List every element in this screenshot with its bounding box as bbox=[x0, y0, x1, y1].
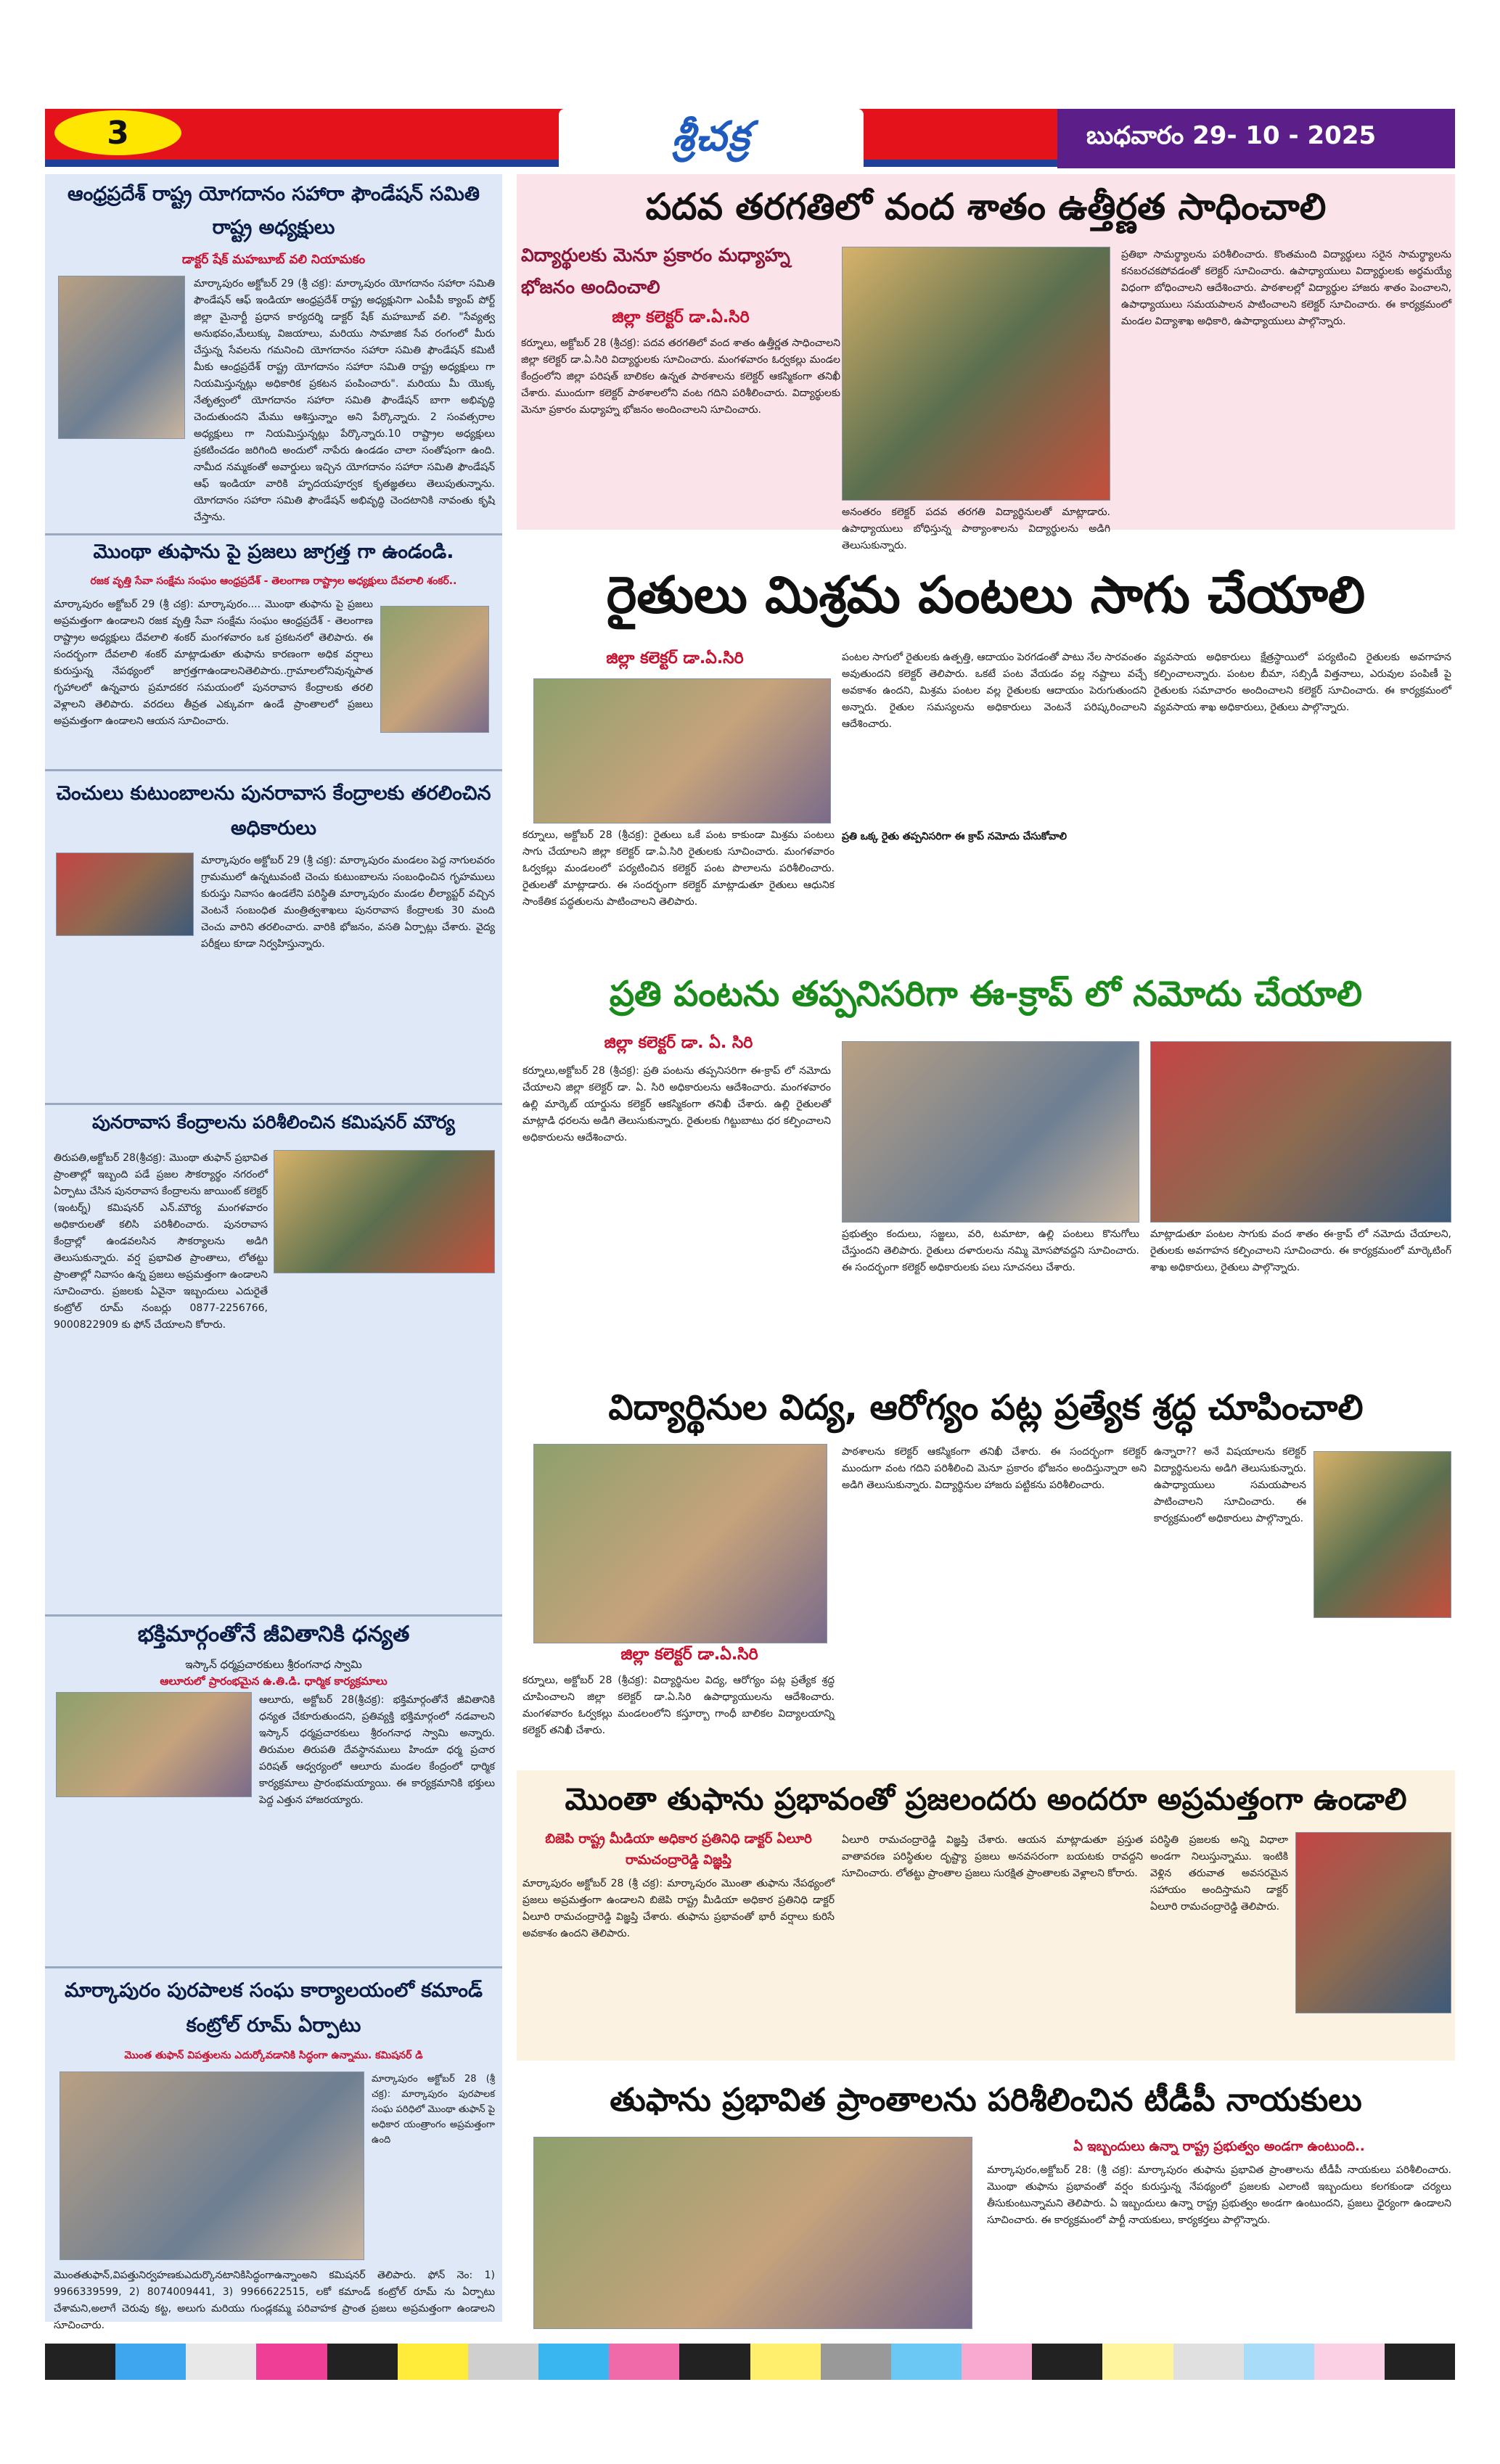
article-title: మార్కాపురం పురపాలక సంఘ కార్యాలయంలో కమాండ్ కంట్రోల్ రూమ్ ఏర్పాటు bbox=[65, 1979, 483, 2037]
article-body: మాట్లాడుతూ పంటల సాగుకు వంద శాతం ఈ-క్రాప్ లో నమోదు చేయాలని, రైతులకు అవగాహన కల్పించాలని సూచించారు. ఈ కార్యక్రమంలో మార్కెటింగ్ శాఖ అధికారులు, రైతులు పాల్గొన్నారు. bbox=[1150, 1228, 1451, 1273]
article-body: ఆలూరు, అక్టోబర్ 28(శ్రీచక్ర): భక్తిమార్గంతోనే జీవితానికి ధన్యత చేకూరుతుందని, ప్రతివ్యక్తి భక్తిమార్గంలో నడవాలని ఇస్కాన్ ధర్మప్రచారకులు శ్రీరంగనాధ స్వామి అన్నారు. తిరుమల తిరుపతి దేవస్థానములు హిందూ ధర్మ ప్రచార పరిషత్ ఆధ్వర్యంలో ఆలూరు మండల కేంద్రంలో ధార్మిక కార్యక్రమాలు ప్రారంభమయ్యాయి. ఈ కార్యక్రమానికి భక్తులు పెద్ద ఎత్తున హాజరయ్యారు. bbox=[259, 1694, 495, 1806]
article-body: కర్నూలు, అక్టోబర్ 28 (శ్రీచక్ర): విద్యార్థినుల విద్య, ఆరోగ్యం పట్ల ప్రత్యేక శ్రద్ధ చూపించాలని జిల్లా కలెక్టర్ డా.ఏ.సిరి ఉపాధ్యాయులను ఆదేశించారు. మంగళవారం ఓర్వకల్లు మండలంలోని కస్తూర్బా గాంధీ బాలికల విద్యాలయాన్ని కలెక్టర్ తనిఖీ చేశారు. bbox=[522, 1675, 835, 1736]
article-title: తుఫాను ప్రభావిత ప్రాంతాలను పరిశీలించిన టీడీపీ నాయకులు bbox=[610, 2082, 1362, 2119]
news-photo bbox=[1313, 1451, 1451, 1618]
article-body: మార్కాపురం,అక్టోబర్ 28: (శ్రీ చక్ర): మార్కాపురం తుఫాను ప్రభావిత ప్రాంతాలను టీడీపీ నాయకులు పరిశీలించారు. మొంథా తుఫాను ప్రభావంతో వర్షం కురుస్తున్న నేపథ్యంలో ప్రజలకు ఎలాంటి ఇబ్బందులు కలగకుండా చర్యలు తీసుకుంటున్నామని తెలిపారు. ఏ ఇబ్బందులు ఉన్నా రాష్ట్ర ప్రభుత్వం అండగా ఉంటుందని, ప్రజలు ధైర్యంగా ఉండాలని సూచించారు. ఈ కార్యక్రమంలో పార్టీ నాయకులు, కార్యకర్తలు పాల్గొన్నారు. bbox=[987, 2164, 1451, 2226]
article-body: ప్రతిభా సామర్థ్యాలను పరిశీలించారు. కొంతమంది విద్యార్థులు సరైన సామర్థ్యాలను కనబరచకపోవడంతో కలెక్టర్ సూచించారు. ఉపాధ్యాయులు విద్యార్థులకు అర్థమయ్యే విధంగా బోధించాలని ఆదేశించారు. పాఠశాలల్లో విద్యార్థుల హాజరు శాతం పెంచాలని, ఉపాధ్యాయులు సమయపాలన పాటించాలని కలెక్టర్ సూచించారు. ఈ కార్యక్రమంలో మండల విద్యాశాఖ అధికారి, ఉపాధ్యాయులు పాల్గొన్నారు. bbox=[1121, 249, 1451, 327]
news-photo bbox=[56, 853, 194, 936]
section-divider bbox=[45, 1103, 502, 1105]
portrait-photo bbox=[58, 276, 185, 439]
article-title: ఆంధ్రప్రదేశ్ రాష్ట్ర యోగదానం సహారా ఫౌండేషన్ సమితి రాష్ట్ర అధ్యక్షులు bbox=[67, 183, 480, 239]
article-title: విద్యార్థినుల విద్య, ఆరోగ్యం పట్ల ప్రత్యేక శ్రద్ధ చూపించాలి bbox=[608, 1387, 1364, 1428]
article-body: మొంతతుఫాన్,విపత్తునిర్వహణకుఎదుర్కొనటానికిసిద్ధంగాఉన్నాంఅని కమిషనర్ తెలిపారు. ఫోన్ నెం: 1) 9966339599, 2) 8074009441, 3) 9966622515, లకో కమాండ్ కంట్రోల్ రూమ్ ను ఏర్పాటు చేశామని,అలాగే చెరువు కట్ట, అలుగు మరియు గుండ్లకమ్మ పరివాహక ప్రాంత ప్రజలు అప్రమత్తంగా ఉండాలని సూచించారు. bbox=[54, 2270, 495, 2331]
article-body: వ్యవసాయ అధికారులు క్షేత్రస్థాయిలో పర్యటించి రైతులకు అవగాహన కల్పించాలన్నారు. పంటల బీమా, సబ్సిడీ విత్తనాలు, ఎరువుల పంపిణీ పై రైతులకు సమాచారం అందించాలని కలెక్టర్ సూచించారు. ఈ కార్యక్రమంలో వ్యవసాయ శాఖ అధికారులు, రైతులు పాల్గొన్నారు. bbox=[1154, 652, 1451, 713]
article-body: మార్కాపురం అక్టోబర్ 29 (శ్రీ చక్ర): మార్కాపురం.... మొంథా తుఫాను పై ప్రజలు అప్రమత్తంగా ఉండాలని రజక వృత్తి సేవా సంక్షేమ సంఘం ఆంధ్రప్రదేశ్ - తెలంగాణ రాష్ట్రాల అధ్యక్షులు దేవలాలి శంకర్ మంగళవారం ఒక ప్రకటనలో తెలిపారు. ఈ సందర్భంగా దేవలాలి శంకర్ మాట్లాడుతూ తుఫాను కారణంగా అధిక వర్షాలు కురుస్తున్న నేపథ్యంలో జాగ్రత్తగాఉండాలనితెలిపారు..గ్రామాలలోనివున్నపాత గృహాలలో ఉన్నవారు ప్రమాదకర సమయంలో పునరావాస కేంద్రాలకు తరలి వెళ్లాలని తెలిపారు. వరదలు తీవ్రత ఎక్కువగా ఉండే ప్రాంతాలలో ప్రజలు అప్రమత్తంగా ఉండాలని ఆయన సూచించారు. bbox=[54, 599, 373, 727]
official-photo bbox=[60, 2071, 364, 2260]
news-photo bbox=[1150, 1041, 1451, 1223]
article-body: కర్నూలు, అక్టోబర్ 28 (శ్రీచక్ర): పదవ తరగతిలో వంద శాతం ఉత్తీర్ణత సాధించాలని జిల్లా కలెక్టర్ డా.ఏ.సిరి విద్యార్థులకు సూచించారు. మంగళవారం ఓర్వకల్లు మండల కేంద్రంలోని జిల్లా పరిషత్ బాలికల ఉన్నత పాఠశాలను కలెక్టర్ ఆకస్మికంగా తనిఖీ చేశారు. ముందుగా కలెక్టర్ పాఠశాలలోని వంట గదిని పరిశీలించారు. విద్యార్థులకు మెనూ ప్రకారం మధ్యాహ్న భోజనం అందించాలని సూచించారు. bbox=[521, 337, 840, 416]
section-divider bbox=[45, 1614, 502, 1617]
section-divider bbox=[45, 533, 502, 535]
article-byline: జిల్లా కలెక్టర్ డా. ఏ. సిరి bbox=[604, 1034, 753, 1052]
article-byline: జిల్లా కలెక్టర్ డా.ఏ.సిరి bbox=[612, 308, 750, 327]
article-body: పంటల సాగులో రైతులకు ఉత్పత్తి, ఆదాయం పెరగడంతో పాటు నేల సారవంతం అవుతుందని కలెక్టర్ తెలిపారు. ఒకటే పంట వేయడం వల్ల నష్టాలు వచ్చే అవకాశం ఉందని, మిశ్రమ పంటల వల్ల రైతులకు ఆదాయం పెరుగుతుందని అన్నారు. రైతుల సమస్యలను అధికారులు వెంటనే పరిష్కరించాలని ఆదేశించారు. bbox=[842, 652, 1147, 730]
article-subtitle: రజక వృత్తి సేవా సంక్షేమ సంఘం ఆంధ్రప్రదేశ్ - తెలంగాణ రాష్ట్రాల అధ్యక్షులు దేవలాలి శంకర్.. bbox=[90, 575, 457, 587]
newspaper-logo bbox=[559, 109, 864, 174]
header-bar bbox=[45, 109, 1057, 160]
news-photo bbox=[533, 678, 831, 824]
article-body-continued bbox=[54, 1277, 495, 1582]
news-photo bbox=[56, 1692, 252, 1797]
article-byline: జిల్లా కలెక్టర్ డా.ఏ.సిరి bbox=[606, 649, 744, 668]
article-body: మార్కాపురం అక్టోబర్ 28 (శ్రీ చక్ర): మార్కాపురం మొంతా తుఫాను నేపథ్యంలో ప్రజలు అప్రమత్తంగా ఉండాలని బిజెపి రాష్ట్ర మీడియా అధికార ప్రతినిధి డాక్టర్ ఏలూరి రామచంద్రారెడ్డి విజ్ఞప్తి చేశారు. తుఫాను ప్రభావంతో భారీ వర్షాలు కురిసే అవకాశం ఉందని తెలిపారు. bbox=[522, 1878, 835, 1939]
article-title: చెంచులు కుటుంబాలను పునరావాస కేంద్రాలకు తరలించిన అధికారులు bbox=[56, 782, 491, 839]
article-body: ప్రభుత్వం కందులు, సజ్జలు, వరి, టమాటా, ఉల్లి పంటలు కొనుగోలు చేస్తుందని తెలిపారు. రైతులు దళారులను నమ్మి మోసపోవద్దని సూచించారు. ఈ సందర్భంగా కలెక్టర్ అధికారులకు పలు సూచనలు చేశారు. bbox=[842, 1228, 1139, 1273]
portrait-photo bbox=[380, 606, 489, 733]
article-highlight: ప్రతి ఒక్క రైతు తప్పనిసరిగా ఈ క్రాప్ నమోదు చేసుకోవాలి bbox=[842, 831, 1067, 842]
section-divider bbox=[45, 1966, 502, 1968]
article-byline: జిల్లా కలెక్టర్ డా.ఏ.సిరి bbox=[620, 1646, 758, 1664]
article-body: పరిస్థితి ప్రజలకు అన్ని విధాలా అండగా నిలుస్తున్నాము. ఇంటికి వెళ్లిన తరువాత అవసరమైన సహాయం అందిస్తామని డాక్టర్ ఏలూరి రామచంద్రారెడ్డి తెలిపారు. bbox=[1150, 1834, 1288, 1913]
section-divider bbox=[45, 769, 502, 771]
date-banner: బుధవారం 29- 10 - 2025 bbox=[1057, 109, 1455, 168]
article-body: ఉన్నారా?? అనే విషయాలను కలెక్టర్ విద్యార్థినులను అడిగి తెలుసుకున్నారు. ఉపాధ్యాయులు సమయపాలన పాటించాలని సూచించారు. ఈ కార్యక్రమంలో అధికారులు పాల్గొన్నారు. bbox=[1154, 1446, 1306, 1524]
news-photo bbox=[274, 1150, 495, 1273]
article-subtitle: బిజెపి రాష్ట్ర మీడియా అధికార ప్రతినిధి డాక్టర్ ఏలూరి రామచంద్రారెడ్డి విజ్ఞప్తి bbox=[545, 1831, 812, 1868]
article-subtitle: ఇస్కాన్ ధర్మప్రచారకులు శ్రీరంగనాధ స్వామి bbox=[185, 1658, 362, 1671]
article-body: మార్కాపురం అక్టోబర్ 29 (శ్రీ చక్ర): మార్కాపురం యోగదానం సహారా సమితి ఫౌండేషన్ ఆఫ్ ఇండియా ఆంధ్రప్రదేశ్ రాష్ట్ర అధ్యక్షునిగా ఎంపీపీ క్యాంప్ పోర్ట్ జిల్లా మైనార్టీ ప్రధాన కార్యదర్శి డాక్టర్ షేక్ మహబూబ్ వలి. "సేవ్యత్వ అనుభవం,మేలుక్కు విజయాలు, మరియు సామాజిక సేవ రంగంలో మీరు చేస్తున్న సేవలను గమనించి యోగదానం సహారా సమితి ఫౌండేషన్ కమిటీ మీకు ఆంధ్రప్రదేశ్ రాష్ట్ర యోగదానం సహారా సమితి రాష్ట్ర అధ్యక్షులు గా నియమిస్తున్నట్లు అధికారిక ప్రకటన పంపించారు". మరియు మీ యొక్క నేతృత్వంలో యోగదానం సహారా సమితి ఫౌండేషన్ బాగా అభివృద్ధి చెందుతుందని మేము ఆశిస్తున్నాం అని పేర్కొన్నారు. 2 సంవత్సరాల అధ్యక్షులు గా నియమిస్తున్నట్లు పేర్కొన్నారు.10 రాష్ట్రాల అధ్యక్షులు ప్రకటించడం జరిగింది అందులో నాపేరు ఉండడం చాలా సంతోషంగా ఉంది. నామీద నమ్మకంతో అవార్డులు ఇచ్చిన యోగదానం సహారా సమితి ఫౌండేషన్ ఆఫ్ ఇండియా వారికి హృదయపూర్వక కృతజ్ఞతలు తెలుపుతున్నాను. యోగదానం సహారా సమితి ఫౌండేషన్ అభివృద్ధి చెందటానికి నావంతు కృషి చేస్తాను. bbox=[194, 278, 495, 523]
article-body: ఏలూరి రామచంద్రారెడ్డి విజ్ఞప్తి చేశారు. ఆయన మాట్లాడుతూ ప్రస్తుత వాతావరణ పరిస్థితుల దృష్ట్యా ప్రజలు అనవసరంగా బయటకు రావద్దని సూచించారు. లోతట్టు ప్రాంతాల ప్రజలు సురక్షిత ప్రాంతాలకు వెళ్లాలని కోరారు. bbox=[842, 1834, 1143, 1879]
article-subtitle: ఏ ఇబ్బందులు ఉన్నా రాష్ట్ర ప్రభుత్వం అండగా ఉంటుంది.. bbox=[1073, 2139, 1365, 2154]
article-subtitle: విద్యార్థులకు మెనూ ప్రకారం మధ్యాహ్న భోజనం అందించాలి bbox=[521, 245, 790, 297]
article-subtitle-2: ఆలూరులో ప్రారంభమైన ఉ.తి.డి. ధార్మిక కార్యక్రమాలు bbox=[160, 1675, 388, 1688]
article-title: మొంతా తుఫాను ప్రభావంతో ప్రజలందరు అందరూ అప్రమత్తంగా ఉండాలి bbox=[565, 1781, 1407, 1817]
logo-text: శ్రీచక్ర bbox=[671, 112, 751, 160]
article-body: తిరుపతి,అక్టోబర్ 28(శ్రీచక్ర): మొంథా తుఫాన్ ప్రభావిత ప్రాంతాల్లో ఇబ్బంది పడే ప్రజల సౌకర్యార్థం నగరంలో ఏర్పాటు చేసిన పునరావాస కేంద్రాలను జాయింట్ కలెక్టర్ (ఇంటర్న్) కమిషనర్ ఎన్.మౌర్య మంగళవారం అధికారులతో కలిసి పరిశీలించారు. పునరావాస కేంద్రాల్లో ఉండవలసిన సౌకర్యాలను అడిగి తెలుసుకున్నారు. వర్ష ప్రభావిత ప్రాంతాలు, లోతట్టు ప్రాంతాల్లో నివాసం ఉన్న ప్రజలు అప్రమత్తంగా ఉండాలని సూచించారు. ప్రజలకు ఏవైనా ఇబ్బందులు ఎదురైతే కంట్రోల్ రూమ్ నంబర్లు 0877-2256766, 9000822909 కు ఫోన్ చేయాలని కోరారు. bbox=[54, 1152, 268, 1331]
article-body: మార్కాపురం అక్టోబర్ 29 (శ్రీ చక్ర): మార్కాపురం మండలం పెద్ద నాగులవరం గ్రామములో ఉన్నటువంటి చెంచు కుటుంబాలను సంబంధించిన గృహములు కురుస్తు నివాసం ఉండలేని పరిస్థితి మార్కాపురం మండల లీల్యాప్టర్ వచ్చిన వెంటనే సంబంధిత మంత్రిత్వశాఖలు పునరావాస కేంద్రాలకు 30 మంది చెంచు వారిని తరలించారు. వారికి భోజనం, వసతి ఏర్పాట్లు చేశారు. వైద్య పరీక్షలు కూడా నిర్వహిస్తున్నారు. bbox=[201, 855, 495, 950]
news-photo bbox=[533, 1444, 827, 1643]
article-body: పాఠశాలను కలెక్టర్ ఆకస్మికంగా తనిఖీ చేశారు. ఈ సందర్భంగా కలెక్టర్ ముందుగా వంట గదిని పరిశీలించి మెనూ ప్రకారం భోజనం అందిస్తున్నారా అని అడిగి తెలుసుకున్నారు. విద్యార్థినుల హాజరు పట్టికను పరిశీలించారు. bbox=[842, 1446, 1147, 1491]
article-title: ప్రతి పంటను తప్పనిసరిగా ఈ-క్రాప్ లో నమోదు చేయాలి bbox=[609, 974, 1363, 1014]
left-column bbox=[45, 174, 502, 2331]
news-photo bbox=[842, 1041, 1139, 1223]
print-registration-strip bbox=[45, 2344, 1455, 2380]
news-photo bbox=[842, 247, 1110, 501]
article-sidebar-text: మార్కాపురం అక్టోబర్ 28 (శ్రీ చక్ర): మార్కాపురం పురపాలక సంఘ పరిధిలో మొంథా తుఫాన్ పై అధికార యంత్రాంగం అప్రమత్తంగా ఉంది bbox=[372, 2074, 495, 2145]
article-body: కర్నూలు, అక్టోబర్ 28 (శ్రీచక్ర): రైతులు ఒకే పంట కాకుండా మిశ్రమ పంటలు సాగు చేయాలని జిల్లా కలెక్టర్ డా.ఏ.సిరి రైతులకు సూచించారు. మంగళవారం ఓర్వకల్లు మండలంలో పర్యటించిన కలెక్టర్ పంట పొలాలను పరిశీలించారు. రైతులతో మాట్లాడారు. ఈ సందర్భంగా కలెక్టర్ మాట్లాడుతూ రైతులు ఆధునిక సాంకేతిక పద్ధతులను పాటించాలని తెలిపారు. bbox=[522, 829, 835, 908]
article-body-continued bbox=[842, 855, 1147, 956]
page-number-badge: 3 bbox=[54, 110, 181, 155]
header-underline bbox=[45, 160, 1057, 167]
article-title: పదవ తరగతిలో వంద శాతం ఉత్తీర్ణత సాధించాలి bbox=[645, 186, 1327, 228]
article-title: మొంథా తుఫాను పై ప్రజలు జాగ్రత్త గా ఉండండి. bbox=[93, 541, 454, 563]
article-title: రైతులు మిశ్రమ పంటలు సాగు చేయాలి bbox=[606, 565, 1366, 625]
article-body: అనంతరం కలెక్టర్ పదవ తరగతి విద్యార్థినులతో మాట్లాడారు. ఉపాధ్యాయులు బోధిస్తున్న పాఠ్యాంశాలను విద్యార్థులను అడిగి తెలుసుకున్నారు. bbox=[842, 506, 1110, 551]
article-title: పునరావాస కేంద్రాలను పరిశీలించిన కమిషనర్ మౌర్య bbox=[91, 1112, 456, 1133]
portrait-photo bbox=[1295, 1832, 1451, 2013]
article-subtitle: డాక్టర్ షేక్ మహబూబ్ వలి నియామకం bbox=[181, 252, 366, 267]
news-photo bbox=[533, 2137, 972, 2329]
article-title: భక్తిమార్గంతోనే జీవితానికి ధన్యత bbox=[137, 1622, 410, 1647]
article-body: కర్నూలు,అక్టోబర్ 28 (శ్రీచక్ర): ప్రతి పంటను తప్పనిసరిగా ఈ-క్రాప్ లో నమోదు చేయాలని జిల్లా కలెక్టర్ డా. ఏ. సిరి అధికారులను ఆదేశించారు. మంగళవారం ఉల్లి మార్కెట్ యార్డును కలెక్టర్ ఆకస్మికంగా తనిఖీ చేశారు. ఉల్లి రైతులతో మాట్లాడి ధరలను అడిగి తెలుసుకున్నారు. రైతులకు గిట్టుబాటు ధర కల్పించాలని అధికారులను ఆదేశించారు. bbox=[522, 1065, 831, 1143]
article-subtitle: మొంత తుఫాన్ విపత్తులను ఎదుర్కోవడానికి సిద్ధంగా ఉన్నాము. కమిషనర్ డి bbox=[124, 2050, 423, 2061]
